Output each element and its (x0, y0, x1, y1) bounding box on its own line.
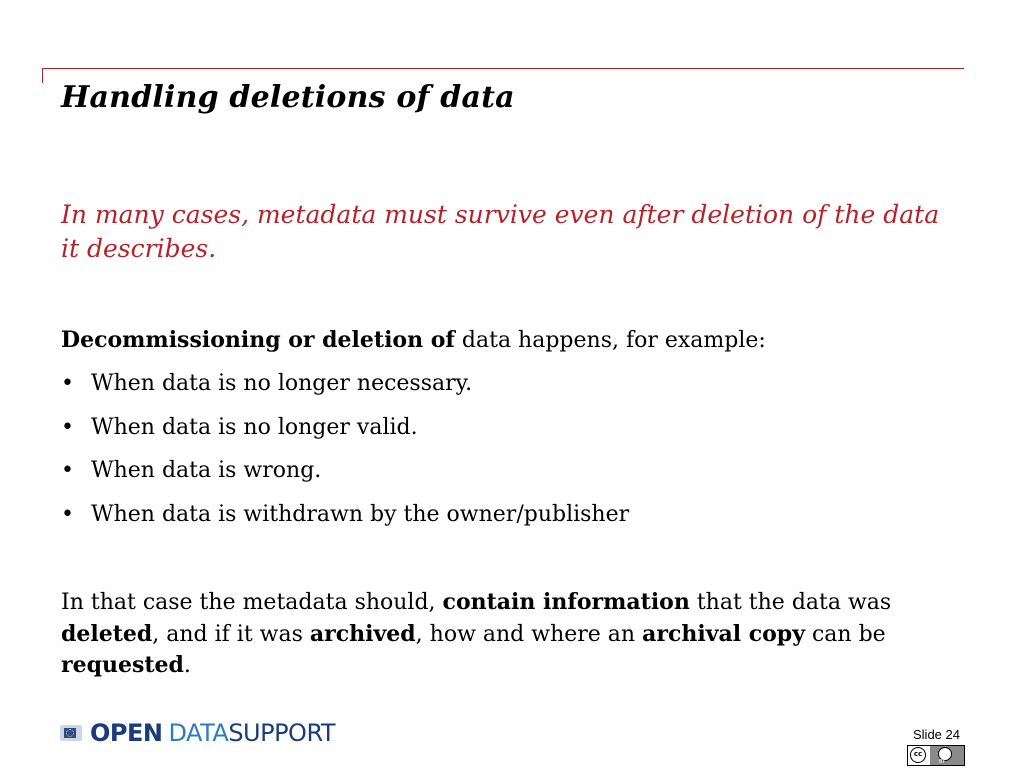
closing-text: , and if it was (152, 621, 310, 647)
bullet-icon: • (61, 458, 74, 483)
slide-title: Handling deletions of data (61, 80, 515, 115)
closing-paragraph (61, 587, 961, 682)
list-item (61, 456, 629, 500)
closing-bold: contain information (442, 589, 690, 615)
slide-number: Slide 24 (913, 727, 960, 742)
closing-bold: requested (61, 652, 184, 678)
bullet-text: When data is no longer necessary. (91, 371, 473, 396)
bullet-text: When data is withdrawn by the owner/publisher (91, 501, 630, 527)
slide-subtitle: In many cases, metadata must survive even after deletion of the data it describes. (61, 200, 940, 263)
closing-text: , how and where an (415, 621, 643, 647)
cc-by-icon (907, 745, 965, 766)
logo-data: DATA (168, 719, 229, 747)
title-rule (42, 68, 964, 69)
bullet-icon: • (61, 414, 74, 440)
bullet-icon: • (61, 501, 74, 527)
open-data-support-logo (60, 718, 335, 748)
eu-flag-icon (60, 725, 82, 741)
list-item (61, 369, 629, 413)
closing-bold: archived (309, 620, 416, 647)
closing-text: In that case the metadata should, (61, 590, 443, 615)
logo-open: OPEN (90, 719, 163, 747)
list-item (61, 413, 629, 457)
intro-line (61, 325, 766, 356)
closing-text: can be (804, 621, 886, 647)
cc-icon: cc (910, 747, 926, 763)
logo-support: SUPPORT (228, 719, 336, 747)
title-rule-tick (42, 68, 43, 83)
intro-bold: Decommissioning or deletion of (61, 327, 455, 353)
intro-rest: data happens, for example: (454, 328, 766, 353)
closing-text: . (183, 653, 191, 678)
list-item (61, 500, 629, 544)
bullet-icon: • (61, 371, 74, 396)
logo-text (90, 719, 335, 747)
by-label: BY (939, 759, 946, 765)
closing-text: that the data was (689, 590, 892, 615)
closing-bold: archival copy (642, 620, 805, 647)
bullet-text: When data is no longer valid. (91, 414, 418, 440)
bullet-text: When data is wrong. (91, 458, 322, 483)
closing-bold: deleted (61, 620, 153, 647)
bullet-list (61, 369, 629, 543)
